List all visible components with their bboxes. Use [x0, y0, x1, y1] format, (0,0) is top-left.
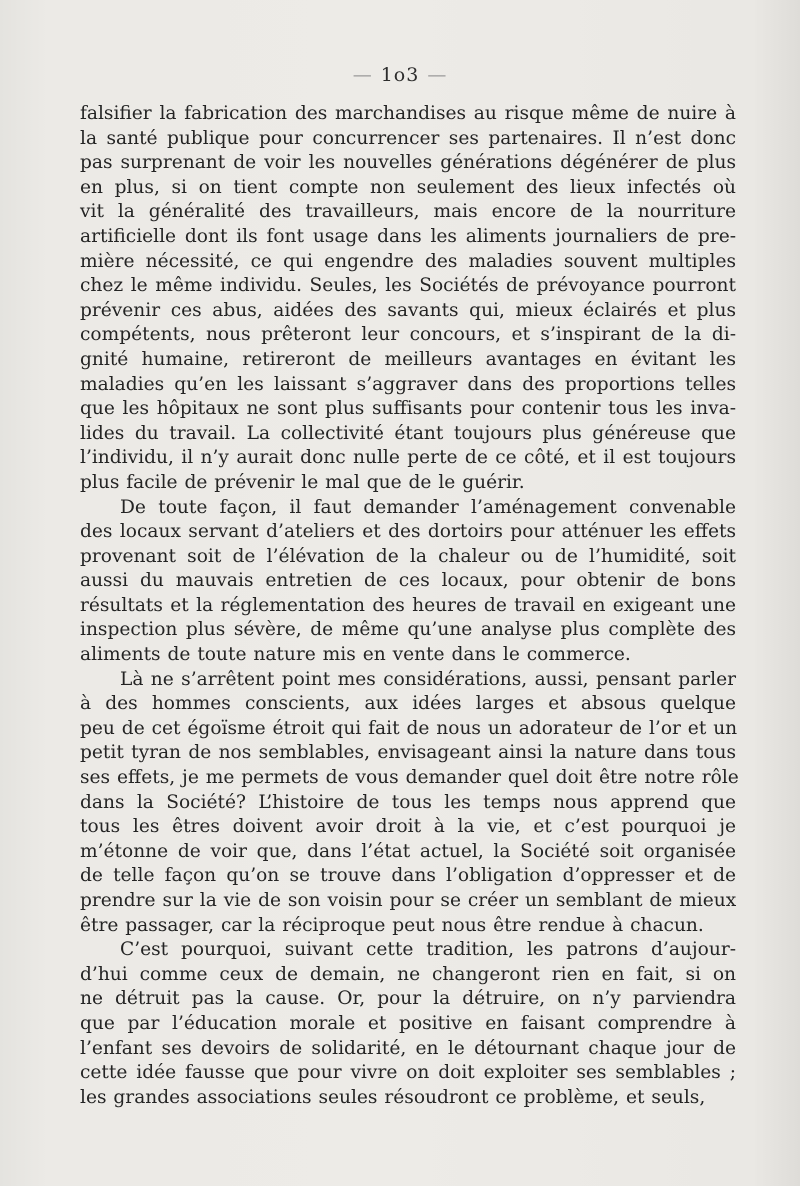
- text-line: des locaux servant d’ateliers et des dortoirs pour atténuer les effets: [80, 521, 736, 543]
- text-line: pas surprenant de voir les nouvelles générations dégénérer de plus: [80, 152, 736, 174]
- text-line: résultats et la réglementation des heures de travail en exigeant une: [80, 594, 736, 616]
- text-line: inspection plus sévère, de même qu’une analyse plus complète des: [80, 619, 736, 641]
- text-line: petit tyran de nos semblables, envisageant ainsi la nature dans tous: [80, 742, 736, 764]
- text-line: maladies qu’en les laissant s’aggraver dans des proportions telles: [80, 373, 736, 395]
- page-number-dash-left: —: [352, 64, 373, 86]
- text-line: la santé publique pour concurrencer ses partenaires. Il n’est donc: [80, 127, 736, 149]
- text-line: mière nécessité, ce qui engendre des maladies souvent multiples: [80, 250, 736, 272]
- text-line: dans la Société? L’histoire de tous les temps nous apprend que: [80, 791, 736, 813]
- text-line: de telle façon qu’on se trouve dans l’obligation d’oppresser et de: [80, 865, 736, 887]
- text-line: falsifier la fabrication des marchandises au risque même de nuire à: [80, 103, 736, 124]
- text-line: chez le même individu. Seules, les Sociétés de prévoyance pourront: [80, 275, 736, 297]
- text-line: gnité humaine, retireront de meilleurs avantages en évitant les: [80, 348, 736, 370]
- text-line: vit la généralité des travailleurs, mais encore de la nourriture: [80, 201, 736, 223]
- text-line: d’hui comme ceux de demain, ne changeront rien en fait, si on: [80, 963, 736, 985]
- text-line: aliments de toute nature mis en vente dans le commerce.: [80, 644, 631, 666]
- text-line: Là ne s’arrêtent point mes considérations, aussi, pensant parler: [120, 668, 736, 690]
- text-line: m’étonne de voir que, dans l’état actuel, la Société soit organisée: [80, 840, 736, 862]
- text-line: prendre sur la vie de son voisin pour se créer un semblant de mieux: [80, 890, 737, 911]
- page-number: [0, 62, 800, 88]
- text-line: aussi du mauvais entretien de ces locaux, pour obtenir de bons: [80, 570, 736, 592]
- text-line: provenant soit de l’élévation de la chaleur ou de l’humidité, soit: [80, 545, 736, 567]
- text-line: plus facile de prévenir le mal que de le guérir.: [80, 471, 525, 493]
- paragraph: [80, 102, 736, 496]
- page-number-dash-right: —: [427, 64, 448, 86]
- body-text: [80, 102, 739, 1110]
- paragraph: [80, 496, 736, 668]
- text-line: ne détruit pas la cause. Or, pour la détruire, on n’y parviendra: [80, 988, 736, 1010]
- text-line: cette idée fausse que pour vivre on doit exploiter ses semblables ;: [80, 1062, 736, 1084]
- text-line: être passager, car la réciproque peut nous être rendue à chacun.: [80, 914, 704, 936]
- paragraph: [80, 938, 736, 1110]
- text-line: peu de cet égoïsme étroit qui fait de nous un adorateur de l’or et un: [80, 717, 738, 739]
- text-line: l’enfant ses devoirs de solidarité, en le détournant chaque jour de: [80, 1037, 736, 1059]
- paragraph: [80, 668, 739, 939]
- text-line: les grandes associations seules résoudront ce problème, et seuls,: [80, 1086, 706, 1108]
- text-line: C’est pourquoi, suivant cette tradition, les patrons d’aujour-: [120, 939, 736, 961]
- text-line: l’individu, il n’y aurait donc nulle perte de ce côté, et il est toujours: [80, 447, 736, 469]
- text-line: en plus, si on tient compte non seulement des lieux infectés où: [80, 176, 736, 198]
- text-line: prévenir ces abus, aidées des savants qui, mieux éclairés et plus: [80, 299, 736, 321]
- page-number-value: 1o3: [380, 64, 420, 86]
- text-line: De toute façon, il faut demander l’aménagement convenable: [120, 496, 736, 518]
- text-line: ses effets, je me permets de vous demander quel doit être notre rôle: [80, 767, 739, 789]
- text-line: artificielle dont ils font usage dans les aliments journaliers de pre-: [80, 225, 736, 247]
- text-line: compétents, nous prêteront leur concours, et s’inspirant de la di-: [80, 324, 736, 346]
- text-line: à des hommes conscients, aux idées larges et absous quelque: [80, 693, 736, 715]
- text-line: lides du travail. La collectivité étant toujours plus généreuse que: [80, 422, 736, 444]
- text-line: que par l’éducation morale et positive en faisant comprendre à: [80, 1012, 736, 1034]
- text-line: tous les êtres doivent avoir droit à la vie, et c’est pourquoi je: [80, 816, 736, 838]
- text-line: que les hôpitaux ne sont plus suffisants pour contenir tous les inva-: [80, 398, 736, 420]
